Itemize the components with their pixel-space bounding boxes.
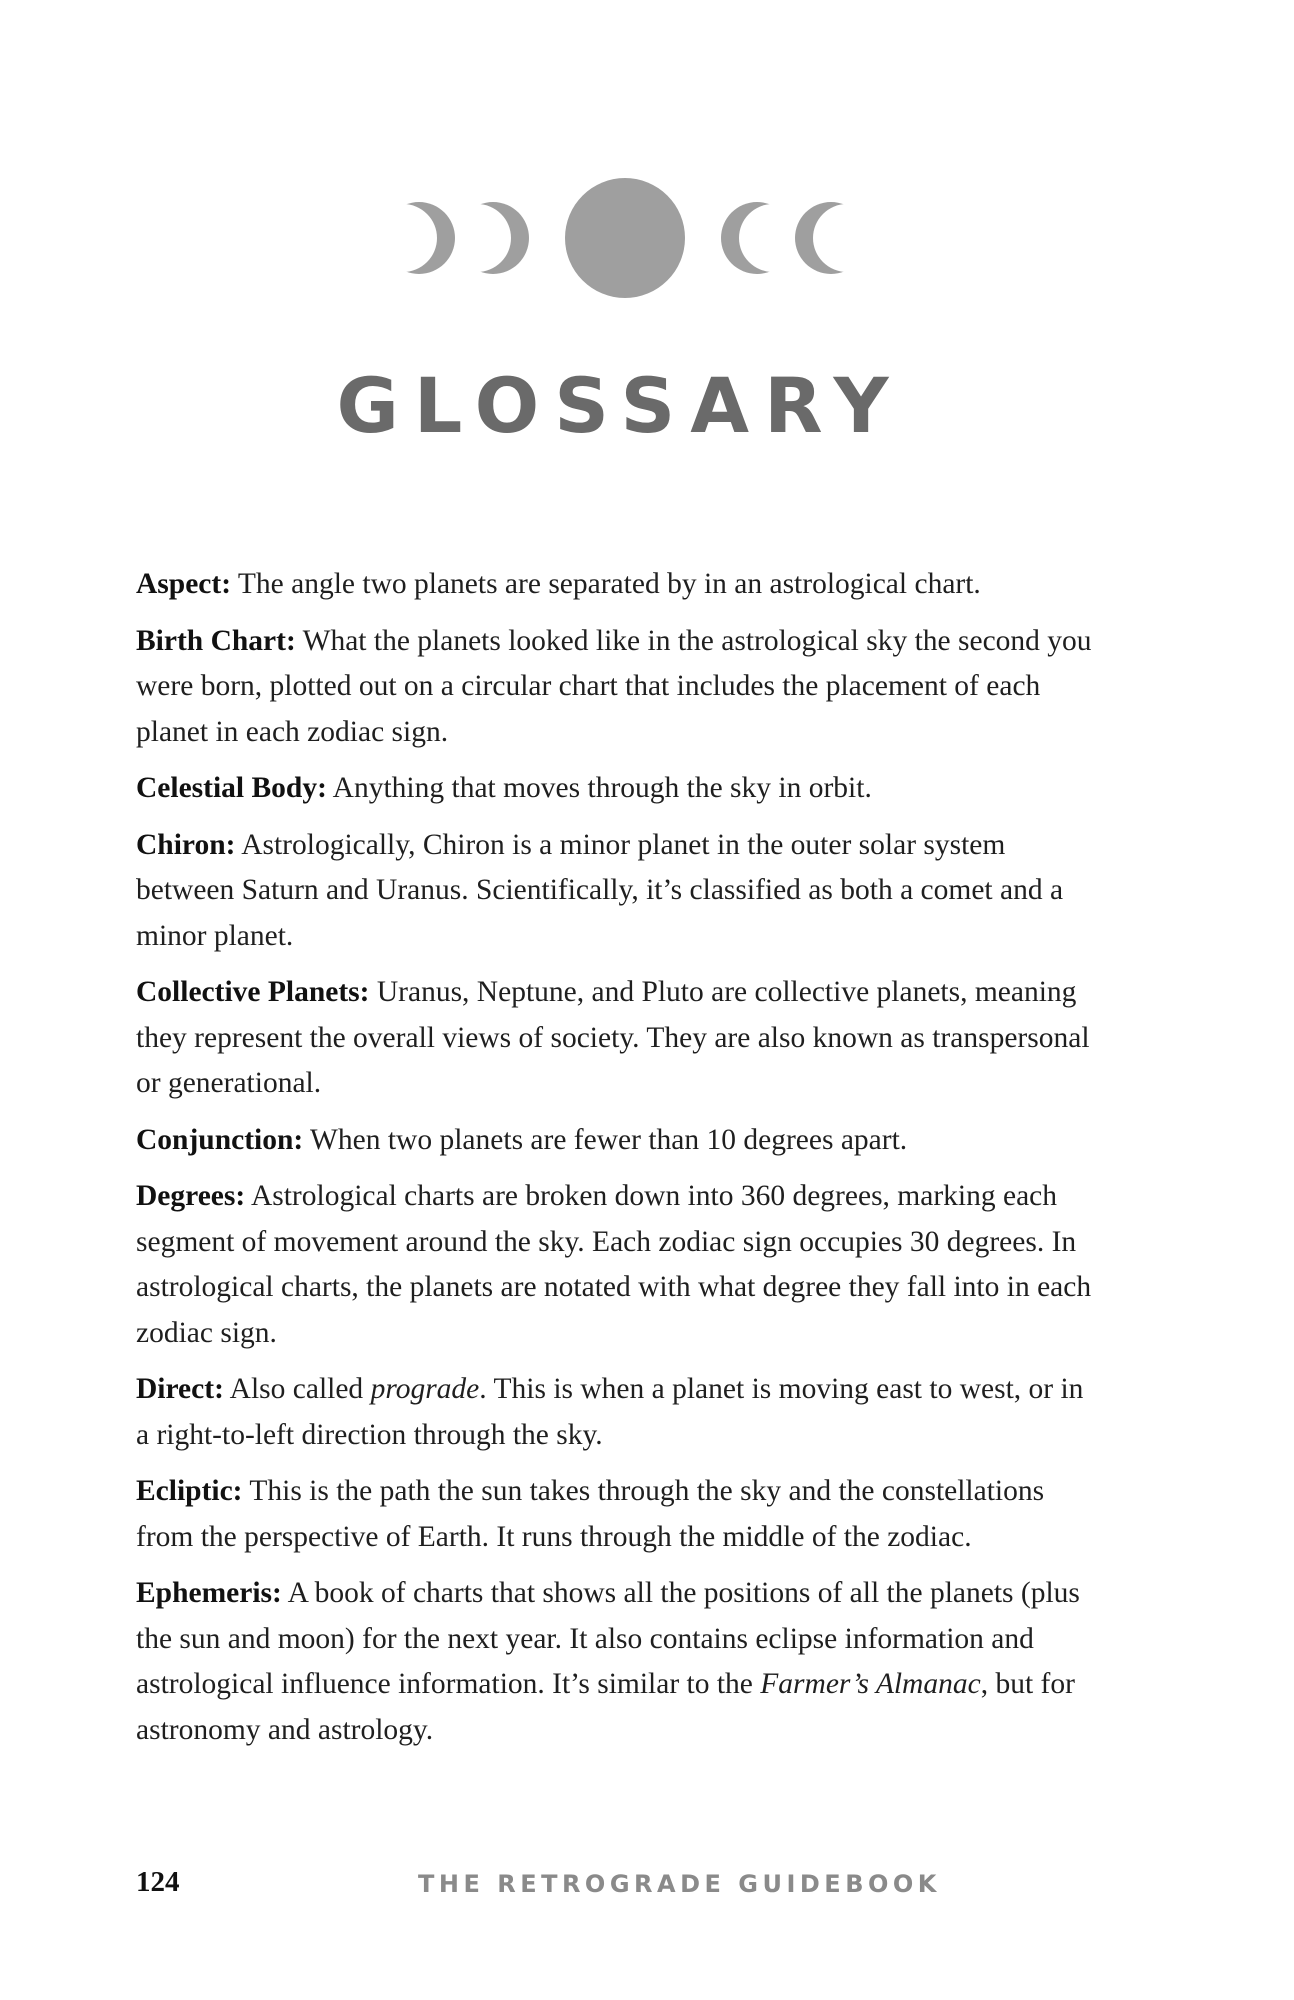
glossary-term: Chiron: (136, 828, 236, 861)
glossary-entry (136, 1118, 1096, 1164)
italic-title: Farmer’s Almanac (760, 1668, 981, 1700)
waning-crescent-moon-icon (405, 202, 455, 274)
glossary-list (136, 562, 1096, 1764)
waning-crescent-moon-icon (457, 202, 529, 274)
glossary-term: Conjunction: (136, 1123, 304, 1156)
waxing-crescent-moon-icon (721, 202, 793, 274)
glossary-term: Ephemeris: (136, 1577, 282, 1609)
definition-text: A book of charts that shows all the positions of all the planets (plus the sun and moon) for the next year. It also contains eclipse information and astrological influence information. It’s similar to the (136, 1577, 1080, 1700)
glossary-term: Direct: (136, 1373, 224, 1405)
glossary-term: Collective Planets: (136, 976, 370, 1008)
running-footer-title: THE RETROGRADE GUIDEBOOK (418, 1870, 941, 1898)
definition-text: , but for astronomy and astrology. (136, 1668, 1075, 1746)
glossary-entry (136, 1174, 1096, 1356)
definition-text: . This is when a planet is moving east to west, or in a right-to-left direction through the sky. (136, 1373, 1084, 1451)
glossary-entry (136, 1469, 1096, 1560)
glossary-definition: What the planets looked like in the astrological sky the second you were born, plotted out on a circular chart that includes the placement of each planet in each zodiac sign. (136, 624, 1092, 748)
glossary-definition: Anything that moves through the sky in orbit. (332, 772, 872, 804)
italic-term: prograde (370, 1373, 480, 1405)
glossary-definition: When two planets are fewer than 10 degrees apart. (310, 1123, 908, 1156)
glossary-entry (136, 823, 1096, 960)
full-moon-icon (565, 178, 685, 298)
glossary-entry (136, 562, 1096, 608)
glossary-term: Degrees: (136, 1180, 246, 1212)
waxing-crescent-moon-icon (795, 202, 845, 274)
glossary-definition: Astrological charts are broken down into 360 degrees, marking each segment of movement around the sky. Each zodiac sign occupies 30 degrees. In astrological charts, the planets are notated with what degree they fall into in each zodiac sign. (136, 1180, 1092, 1349)
glossary-entry (136, 766, 1096, 812)
page-number: 124 (136, 1866, 180, 1898)
glossary-definition: The angle two planets are separated by in an astrological chart. (237, 568, 981, 600)
glossary-term: Celestial Body: (136, 772, 327, 804)
glossary-definition: Astrologically, Chiron is a minor planet in the outer solar system between Saturn and Uranus. Scientifically, it’s classified as both a comet and a minor planet. (136, 828, 1064, 952)
glossary-definition: Uranus, Neptune, and Pluto are collective planets, meaning they represent the overall views of society. They are also known as transpersonal or generational. (136, 976, 1090, 1099)
glossary-definition (136, 1373, 1083, 1451)
glossary-definition: This is the path the sun takes through the sky and the constellations from the perspective of Earth. It runs through the middle of the zodiac. (136, 1475, 1045, 1553)
glossary-term: Ecliptic: (136, 1475, 243, 1507)
moon-phases-icon (405, 175, 845, 301)
glossary-entry (136, 619, 1096, 756)
definition-text: Also called (229, 1373, 371, 1405)
glossary-term: Birth Chart: (136, 624, 296, 657)
glossary-entry (136, 970, 1096, 1107)
page-title: GLOSSARY (336, 361, 904, 450)
glossary-entry (136, 1367, 1096, 1458)
glossary-entry (136, 1571, 1096, 1753)
glossary-term: Aspect: (136, 568, 232, 600)
